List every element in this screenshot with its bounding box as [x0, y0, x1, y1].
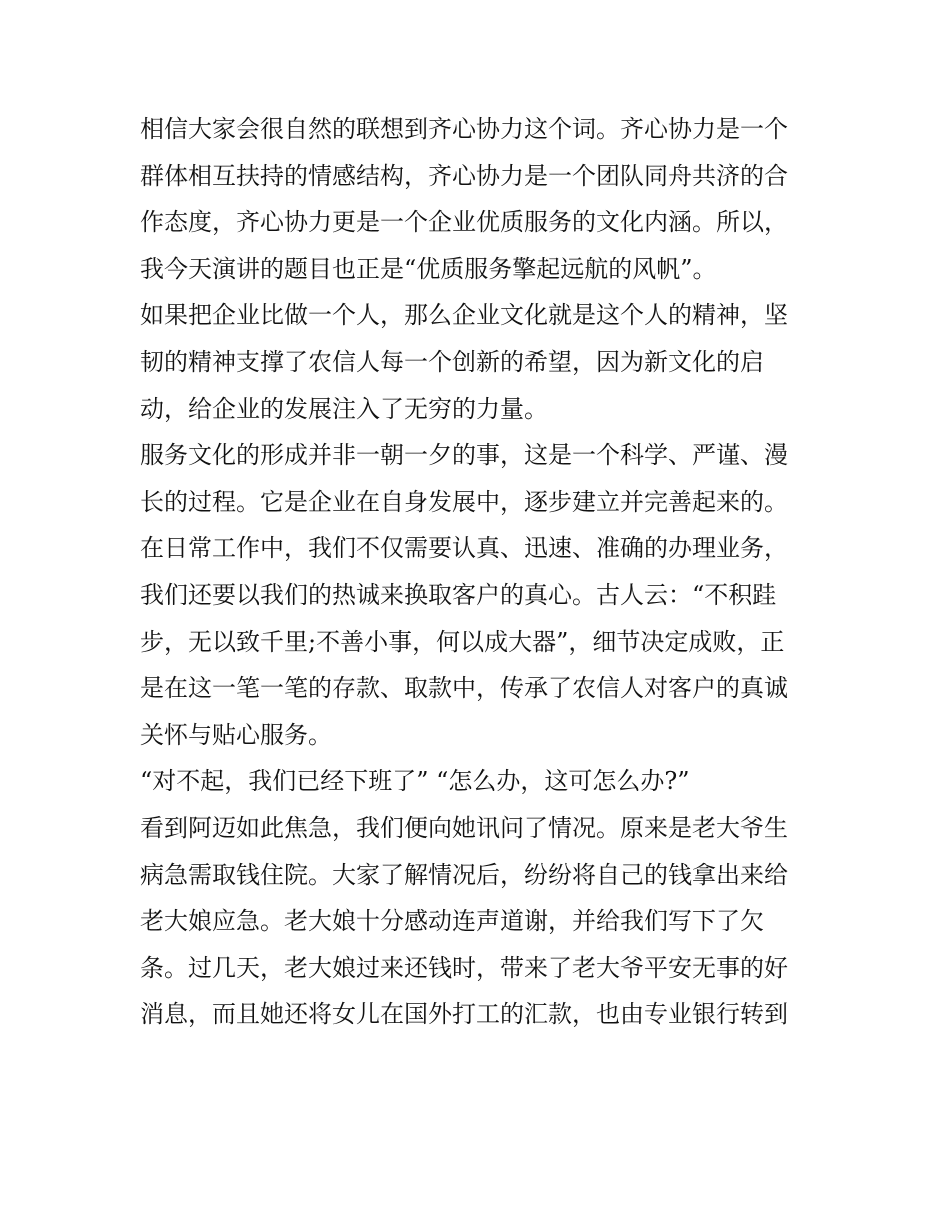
text-line: 动，给企业的发展注入了无穷的力量。 — [140, 394, 548, 423]
text-line: 关怀与贴心服务。 — [140, 720, 332, 749]
text-line: 是在这一笔一笔的存款、取款中，传承了农信人对客户的真诚 — [140, 674, 788, 703]
text-line: 病急需取钱住院。大家了解情况后，纷纷将自己的钱拿出来给 — [140, 860, 788, 889]
text-line: 看到阿迈如此焦急，我们便向她讯问了情况。原来是老大爷生 — [140, 813, 788, 842]
text-line: 我们还要以我们的热诚来换取客户的真心。古人云：“不积跬 — [140, 580, 777, 609]
text-line: 群体相互扶持的情感结构，齐心协力是一个团队同舟共济的合 — [140, 161, 788, 190]
text-line: 相信大家会很自然的联想到齐心协力这个词。齐心协力是一个 — [140, 115, 788, 143]
document-body — [140, 106, 820, 1038]
text-line: 服务文化的形成并非一朝一夕的事，这是一个科学、严谨、漫 — [140, 441, 788, 470]
text-line: 在日常工作中，我们不仅需要认真、迅速、准确的办理业务， — [140, 534, 788, 563]
text-line: 韧的精神支撑了农信人每一个创新的希望，因为新文化的启 — [140, 347, 764, 376]
text-line: 消息，而且她还将女儿在国外打工的汇款，也由专业银行转到 — [140, 1000, 788, 1029]
text-line: 如果把企业比做一个人，那么企业文化就是这个人的精神，坚 — [140, 301, 788, 330]
text-line: “对不起，我们已经下班了” “怎么办，这可怎么办?” — [140, 767, 690, 796]
text-line: 作态度，齐心协力更是一个企业优质服务的文化内涵。所以， — [140, 208, 788, 237]
text-line: 步，无以致千里;不善小事，何以成大器”，细节决定成败，正 — [140, 627, 785, 656]
text-line: 长的过程。它是企业在自身发展中，逐步建立并完善起来的。 — [140, 487, 788, 516]
text-line: 我今天演讲的题目也正是“优质服务擎起远航的风帆”。 — [140, 254, 717, 283]
text-line: 老大娘应急。老大娘十分感动连声道谢，并给我们写下了欠 — [140, 907, 764, 936]
text-line: 条。过几天，老大娘过来还钱时，带来了老大爷平安无事的好 — [140, 953, 788, 982]
